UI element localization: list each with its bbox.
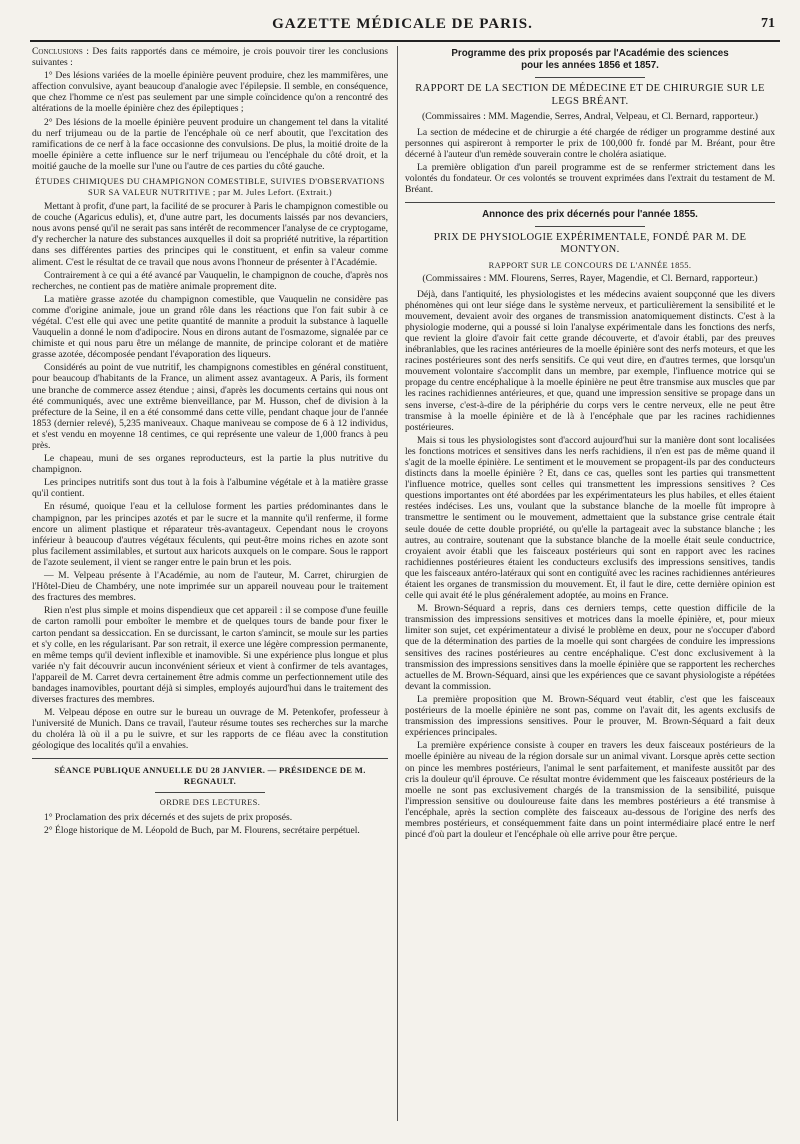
seance-title: SÉANCE PUBLIQUE ANNUELLE DU 28 JANVIER. — PRÉSIDENCE DE M. REGNAULT. (54, 764, 366, 786)
conclusions-paragraph (32, 46, 388, 68)
annonce-title: Annonce des prix décernés pour l'année 1855. (482, 208, 698, 220)
conclusion-2: 2° Des lésions de la moelle épinière peuvent produire un changement tel dans la vitalité du nerf trijumeau ou de la partie de l'encéphale où ce nerf aboutit, que l'excitation des ramifications de ce nerf à la face occasionne des convulsions. De plus, la moitié droite de la moelle épinière a cette influence sur le nerf trijumeau ou l'encéphale du côté droit, et la moitié gauche de la moelle sur l'une ou l'autre de ces parties du côté gauche. (32, 116, 388, 172)
running-title: GAZETTE MÉDICALE DE PARIS. (272, 16, 533, 32)
commissioners-breant: (Commissaires : MM. Magendie, Serres, Andral, Velpeau, et Cl. Bernard, rapporteur.) (421, 111, 759, 122)
etudes-paragraph: En résumé, quoique l'eau et la cellulose forment les parties prédominantes dans le champignon, par les principes azotés et par le sucre et la mannite qu'il renferme, il forme encore un aliment plastique et réparateur très-avantageux. Cependant nous le croyons inférieur à beaucoup d'autres végétaux féculents, qui peut-être moins riches en azote sont plus facilement assimilables, et surtout aux haricots auxquels on le compare. Sous le rapport de l'azote seulement, il vient se ranger entre le pain brun et les pois. (32, 501, 388, 568)
rapport-legs-title: RAPPORT DE LA SECTION DE MÉDECINE ET DE CHIRURGIE SUR LE LEGS BRÉANT. (415, 83, 765, 107)
physiologie-paragraph: Mais si tous les physiologistes sont d'accord aujourd'hui sur la manière dont sont localisées les fonctions motrices et sensitives dans les nerfs rachidiens, il n'en est pas de même quand il s'agit de la moelle épinière. Le sentiment et le mouvement se propagent-ils par des conducteurs distincts dans la moelle épinière ? Et, dans ce cas, quelles sont les parties qui transmettent l'influence motrice, quelles sont celles qui transmettent les impressions sensitives ? Ces questions importantes ont été abordées par les expérimentateurs les plus habiles, et elles étaient restées indécises. Les uns, voulant que la substance blanche de la moelle fût impropre à transmettre le sentiment ou le mouvement, admettaient que la substance grise centrale était seule douée de cette double propriété, ou qu'elle la partageait avec la substance blanche ; les autres, au contraire, soutenant que la substance blanche de la moelle était seule conductrice, croyaient avoir établi que les faisceaux postérieurs qui sont en rapport avec les racines rachidiennes postérieures étaient les conducteurs exclusifs des impressions sensitives, tandis que les faisceaux antéro-latéraux qui sont en contiguïté avec les racines rachidiennes antérieures étaient les organes de transmission du mouvement. Et, il faut le dire, cette dernière opinion est celle qui avait été le plus généralement adoptée, au moins en France. (405, 434, 775, 602)
page-header (30, 14, 775, 36)
short-rule (535, 226, 645, 227)
velpeau-paragraph: — M. Velpeau présente à l'Académie, au nom de l'auteur, M. Carret, chirurgien de l'Hôtel-Dieu de Chambéry, une note imprimée sur un appareil nouveau pour le traitement des fractures des membres. (32, 570, 388, 604)
right-column (405, 46, 775, 1126)
physiologie-paragraph: Déjà, dans l'antiquité, les physiologistes et les médecins avaient soupçonné que les divers phénomènes qui ont leur siége dans le système nerveux, et particulièrement la sensibilité et le mouvement, devaient avoir des organes de transmission anatomiquement distincts. C'est à la physiologie moderne, qui a poussé si loin l'analyse expérimentale dans les fonctions des nerfs, que revient la gloire d'avoir fait cette grande découverte, et d'avoir établi, par des preuves inébranlables, que les racines antérieures de la moelle épinière sont des nerfs moteurs, et que les racines postérieures sont des nerfs sensitifs. Ce qui veut dire, en d'autres termes, que lorsqu'un mouvement volontaire s'accomplit dans un membre, par exemple, l'influence motrice qui se propage du centre encéphalique à la moelle épinière ne peut être transmise aux muscles que par les racines rachidiennes antérieures, et que, quand une impression sensitive se propage dans un sens inverse, c'est-à-dire de la périphérie du corps vers le centre nerveux, elle ne peut être transmise à la moelle épinière et de là à l'encéphale que par les racines rachidiennes postérieures. (405, 288, 775, 433)
velpeau-paragraph: Rien n'est plus simple et moins dispendieux que cet appareil : il se compose d'une feuille de carton ramolli pour emboîter le membre et de quelques tours de bande pour fixer le carton pendant sa dessiccation. En se durcissant, le carton s'amincit, se moule sur les parties et s'y colle, en les régularisant. Par son retrait, il exerce une légère compression permanente, en même temps qu'il devient inflexible et inamovible. Si une expérience plus longue et plus variée n'y fait découvrir aucun inconvénient sérieux et vient à confirmer de tels avantages, l'appareil de M. Carret devra certainement être admis comme un perfectionnement utile des bandages inamovibles, pourtant déjà si simples, employés aujourd'hui dans le traitement des diverses fractures des membres. (32, 605, 388, 706)
page-number: 71 (761, 16, 775, 31)
programme-title-line-2: pour les années 1856 et 1857. (521, 60, 659, 71)
etudes-title: ÉTUDES CHIMIQUES DU CHAMPIGNON COMESTIBLE, SUIVIES D'OBSERVATIONS SUR SA VALEUR NUTRITIVE ; par M. Jules Lefort. (Extrait.) (35, 176, 385, 198)
column-divider (397, 46, 398, 1121)
velpeau-paragraph: M. Velpeau dépose en outre sur le bureau un ouvrage de M. Petenkofer, professeur à l'université de Munich. Dans ce travail, l'auteur résume toutes ses recherches sur la marche du choléra là où il a pu le suivre, et sur les rapports de ce fléau avec la constitution géologique des localités qu'il a envahies. (32, 707, 388, 752)
header-rule (30, 40, 780, 42)
ordre-title: ORDRE DES LECTURES. (159, 797, 261, 807)
left-column (32, 46, 388, 1126)
short-rule (535, 77, 645, 78)
etudes-paragraph: Considérés au point de vue nutritif, les champignons comestibles en général constituent, pour beaucoup d'habitants de la France, un aliment assez avantageux. A Paris, ils forment une branche de commerce assez étendue ; ainsi, d'après les documents certains qui nous ont été communiqués, avec une extrême bienveillance, par M. Husson, chef de division à la préfecture de la Seine, il en a été consommé dans cette ville, pendant chaque jour de l'année 1853 (dernier relevé), 5,235 maniveaux. Chaque maniveau se compose de 6 à 12 individus, et s'est vendu en moyenne 18 centimes, ce qui représente une valeur de 1,000 francs à peu près. (32, 362, 388, 451)
prix-title: PRIX DE PHYSIOLOGIE EXPÉRIMENTALE, FONDÉ PAR M. DE MONTYON. (433, 231, 747, 256)
ordre-item: 2° Éloge historique de M. Léopold de Buch, par M. Flourens, secrétaire perpétuel. (44, 824, 360, 836)
physiologie-paragraph: M. Brown-Séquard a repris, dans ces derniers temps, cette question difficile de la transmission des impressions sensitives et motrices dans la moelle épinière, et, pour mieux limiter son sujet, cet expérimentateur a divisé le problème en deux, pour ne s'occuper d'abord que de la détermination des parties de la moelle qui sont chargées de conduire les impressions sensitives des racines postérieures au centre encéphalique. C'est donc exclusivement à la transmission des impressions sensitives dans la moelle épinière que se rapportent les recherches actuelles de M. Brown-Séquard, ainsi que les expériences que ce savant physiologiste a répétées devant la commission. (405, 603, 775, 692)
conclusions-lead: Conclusions (32, 46, 83, 57)
ordre-item: 1° Proclamation des prix décernés et des sujets de prix proposés. (44, 811, 293, 823)
section-rule (405, 202, 775, 203)
programme-title (405, 48, 775, 72)
physiologie-paragraph: La première proposition que M. Brown-Séquard veut établir, c'est que les faisceaux postérieurs de la moelle épinière ne sont pas, comme on l'avait dit, les agents exclusifs de transmission des impressions sensitives. Pour le prouver, M. Brown-Séquard a fait deux expériences principales. (405, 693, 775, 739)
etudes-paragraph: Mettant à profit, d'une part, la facilité de se procurer à Paris le champignon comestible ou de couche (Agaricus edulis), et, d'une autre part, les documents laissés par nos devanciers, nous avons pensé qu'il ne serait pas sans intérêt de recommencer l'analyse de ce cryptogame, d'y rechercher la nature des substances auxquelles il doit sa propriété nutritive, la répartition dans ses différentes parties des principes qui le constituent, et enfin sa valeur comme aliment. C'est le résultat de ce travail que nous avons l'honneur de présenter à l'Académie. (32, 201, 388, 268)
etudes-paragraph: Contrairement à ce qui a été avancé par Vauquelin, le champignon de couche, d'après nos recherches, ne contient pas de matière animale proprement dite. (32, 269, 388, 292)
breant-paragraph: La section de médecine et de chirurgie a été chargée de rédiger un programme destiné aux personnes qui aspireront à remporter le prix de 100,000 fr. fondé par M. Bréant, pour être décerné à l'auteur d'un remède souverain contre le choléra asiatique. (405, 127, 775, 161)
breant-paragraph: La première obligation d'un pareil programme est de se renfermer strictement dans les volontés du fondateur. Or ces volontés se trouvent exprimées dans l'extrait du testament de M. Bréant. (405, 162, 775, 196)
conclusions-intro: : Des faits rapportés dans ce mémoire, je crois pouvoir tirer les conclusions suivantes : (32, 46, 388, 69)
commissioners-physiologie: (Commissaires : MM. Flourens, Serres, Rayer, Magendie, et Cl. Bernard, rapporteur.) (422, 272, 758, 284)
physiologie-paragraph: La première expérience consiste à couper en travers les deux faisceaux postérieurs de la moelle épinière au niveau de la région dorsale sur un animal vivant. Lorsque après cette section on pince les membres postérieurs, l'animal le sent parfaitement, et manifeste aussitôt par des cris la douleur qu'il éprouve. Ce résultat montre évidemment que les faisceaux postérieurs de la moelle ne sont pas exclusivement chargés de la transmission de la sensibilité, puisque l'impression sensitive ou douloureuse faite dans les membres postérieurs a été transmise à l'encéphale, après la section complète des faisceaux au-dessous de l'origine des nerfs des membres postérieurs, et conséquemment faite dans un point intermédiaire placé entre le nerf pincé d'où part la douleur et l'encéphale où elle arrive pour être perçue. (405, 740, 775, 841)
programme-title-line-1: Programme des prix proposés par l'Académie des sciences (451, 48, 729, 59)
etudes-paragraph: Le chapeau, muni de ses organes reproducteurs, est la partie la plus nutritive du champignon. (32, 453, 388, 476)
rapport-concours-title: RAPPORT SUR LE CONCOURS DE L'ANNÉE 1855. (488, 260, 692, 270)
section-rule (32, 758, 388, 759)
etudes-paragraph: La matière grasse azotée du champignon comestible, que Vauquelin ne considère pas comme d'origine animale, joue un grand rôle dans les réactions que l'on fait subir à ce végétal. C'est elle qui avec une petite quantité de mannite a produit la substance à laquelle Vauquelin a donné le nom d'adipocire. Nous en dirons autant de l'osmazome, signalée par ce chimiste et qui nous paru être un mélange de mannite, de principe colorant et de matière grasse azotée, décomposée pendant l'évaporation des liqueurs. (32, 293, 388, 361)
conclusion-1: 1° Des lésions variées de la moelle épinière peuvent produire, chez les mammifères, une affection convulsive, ayant beaucoup d'analogie avec l'épilepsie. Il semble, en conséquence, que chez l'homme ce n'est pas seulement par une simple coïncidence qu'on a rencontré des altérations de la moelle épinière chez des épileptiques ; (32, 70, 388, 115)
etudes-paragraph: Les principes nutritifs sont dus tout à la fois à l'albumine végétale et à la matière grasse qu'il contient. (32, 477, 388, 500)
short-rule (155, 792, 265, 793)
